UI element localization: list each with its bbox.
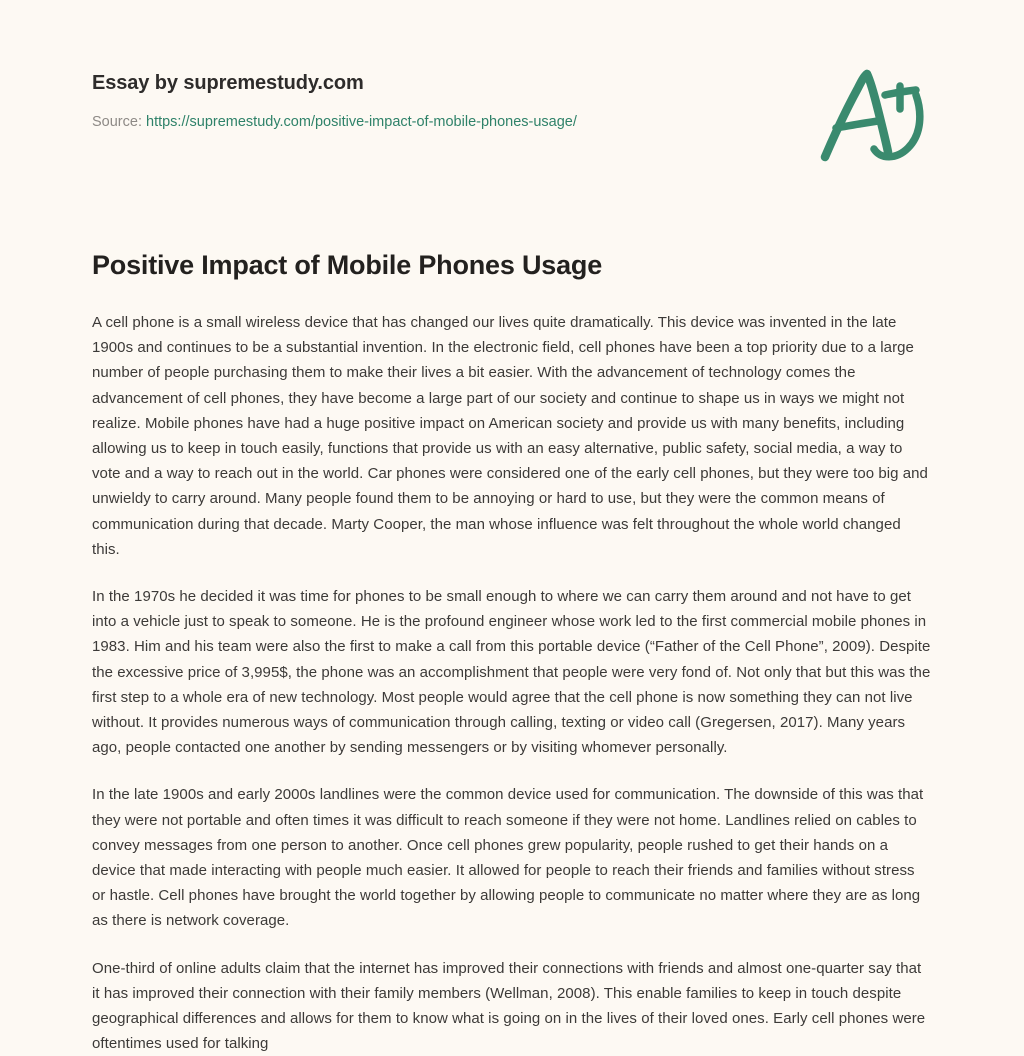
brand-title: Essay by supremestudy.com xyxy=(92,72,364,94)
source-line xyxy=(92,112,792,132)
article-paragraph: In the late 1900s and early 2000s landlines were the common device used for communication. The downside of this was that they were not portable and often times it was difficult to reach someone if they were not home. Landlines relied on cables to convey messages from one person to another. Once cell phones grew popularity, people rushed to get their hands on a device that made interacting with people much easier. It allowed for people to reach their friends and families without stress or hastle. Cell phones have brought the world together by allowing people to communicate no matter where they are as long as there is network coverage. xyxy=(92,786,924,930)
page-title: Positive Impact of Mobile Phones Usage xyxy=(92,250,603,280)
source-label: Source: xyxy=(92,114,146,130)
article-paragraph: A cell phone is a small wireless device that has changed our lives quite dramatically. This device was invented in the late 1900s and continues to be a substantial invention. In the electronic field, cell phones have been a top priority due to a large number of people purchasing them to make their lives a bit easier. With the advancement of technology comes the advancement of cell phones, they have become a large part of our society and continue to shape us in ways we might not realize. Mobile phones have had a huge positive impact on American society and provide us with many benefits, including allowing us to keep in touch easily, functions that provide us with an easy alternative, public safety, social media, a way to vote and a way to reach out in the world. Car phones were considered one of the early cell phones, but they were too big and unwieldy to carry around. Many people found them to be annoying or hard to use, but they were the common means of communication during that decade. Marty Cooper, the man whose influence was felt throughout the whole world changed this. xyxy=(92,314,928,558)
article-paragraph: In the 1970s he decided it was time for phones to be small enough to where we can carry them around and not have to get into a vehicle just to speak to someone. He is the profound engineer whose work led to the first commercial mobile phones in 1983. Him and his team were also the first to make a call from this portable device (“Father of the Cell Phone”, 2009). Despite the excessive price of 3,995$, the phone was an accomplishment that people were very fond of. Not only that but this was the first step to a whole era of new technology. Most people would agree that the cell phone is now something they can not live without. It provides numerous ways of communication through calling, texting or video call (Gregersen, 2017). Many years ago, people contacted one another by sending messengers or by visiting whomever personally. xyxy=(92,588,931,757)
source-url-link[interactable]: https://supremestudy.com/positive-impact-of-mobile-phones-usage/ xyxy=(146,114,577,130)
article-paragraph: One-third of online adults claim that the internet has improved their connections with friends and almost one-quarter say that it has improved their connection with their family members (Wellman, 2008). This enable families to keep in touch despite geographical differences and allows for them to know what is going on in the lives of their loved ones. Early cell phones were oftentimes used for talking xyxy=(92,959,926,1053)
article-body xyxy=(92,310,932,1056)
a-plus-logo-icon xyxy=(812,62,932,167)
brand-block xyxy=(92,70,792,132)
article xyxy=(92,248,932,1056)
page-header xyxy=(0,0,1024,200)
